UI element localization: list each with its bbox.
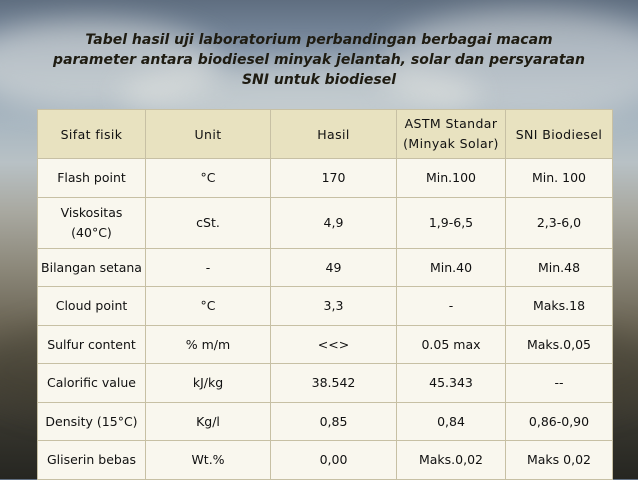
cell-astm: 1,9-6,5 [397, 197, 506, 248]
cell-unit: % m/m [146, 325, 271, 364]
cell-sifat: Gliserin bebas [38, 441, 146, 480]
cell-hasil: 170 [271, 159, 397, 198]
table-row [38, 197, 613, 248]
table-row [38, 364, 613, 403]
cell-unit: Kg/l [146, 402, 271, 441]
cell-sifat [38, 197, 146, 248]
table-row [38, 159, 613, 198]
header-hasil: Hasil [271, 110, 397, 159]
title-line-2: parameter antara biodiesel minyak jelantah, solar dan persyaratan [53, 52, 585, 68]
cell-sifat: Flash point [38, 159, 146, 198]
cell-hasil: 3,3 [271, 287, 397, 326]
cell-sifat-line-1: Viskositas [60, 204, 123, 220]
cell-astm: - [397, 287, 506, 326]
header-unit: Unit [146, 110, 271, 159]
cell-sni: -- [506, 364, 613, 403]
slide-title [0, 30, 638, 90]
cell-sni: Maks 0,02 [506, 441, 613, 480]
properties-table [37, 109, 613, 480]
cell-sifat: Density (15°C) [38, 402, 146, 441]
cell-unit: - [146, 248, 271, 287]
cell-sifat: Bilangan setana [38, 248, 146, 287]
cell-sni: 0,86-0,90 [506, 402, 613, 441]
table-row [38, 441, 613, 480]
cell-astm: 0,84 [397, 402, 506, 441]
cell-sni: 2,3-6,0 [506, 197, 613, 248]
cell-astm: Min.40 [397, 248, 506, 287]
cell-hasil: 0,00 [271, 441, 397, 480]
table-row [38, 248, 613, 287]
cell-sni: Min. 100 [506, 159, 613, 198]
cell-sni: Min.48 [506, 248, 613, 287]
cell-unit: °C [146, 287, 271, 326]
cell-astm: Min.100 [397, 159, 506, 198]
cell-astm: Maks.0,02 [397, 441, 506, 480]
cell-sifat: Calorific value [38, 364, 146, 403]
cell-sni: Maks.18 [506, 287, 613, 326]
cell-unit: Wt.% [146, 441, 271, 480]
cell-hasil: <<> [271, 325, 397, 364]
cell-hasil: 38.542 [271, 364, 397, 403]
header-sifat-fisik: Sifat fisik [38, 110, 146, 159]
header-astm-standar [397, 110, 506, 159]
cell-sifat-line-2: (40°C) [71, 224, 112, 240]
cell-unit: cSt. [146, 197, 271, 248]
title-line-3: SNI untuk biodiesel [241, 72, 397, 88]
header-astm-line-1: ASTM Standar [404, 116, 498, 131]
header-sni-biodiesel: SNI Biodiesel [506, 110, 613, 159]
title-line-1: Tabel hasil uji laboratorium perbandingan berbagai macam [85, 32, 553, 48]
cell-hasil: 49 [271, 248, 397, 287]
cell-unit: °C [146, 159, 271, 198]
table-header-row [38, 110, 613, 159]
table-row [38, 325, 613, 364]
table-row [38, 287, 613, 326]
cell-sifat: Sulfur content [38, 325, 146, 364]
cell-astm: 0.05 max [397, 325, 506, 364]
header-astm-line-2: (Minyak Solar) [403, 136, 499, 151]
cell-hasil: 4,9 [271, 197, 397, 248]
cell-unit: kJ/kg [146, 364, 271, 403]
cell-sifat: Cloud point [38, 287, 146, 326]
table-row [38, 402, 613, 441]
cell-hasil: 0,85 [271, 402, 397, 441]
cell-astm: 45.343 [397, 364, 506, 403]
cell-sni: Maks.0,05 [506, 325, 613, 364]
